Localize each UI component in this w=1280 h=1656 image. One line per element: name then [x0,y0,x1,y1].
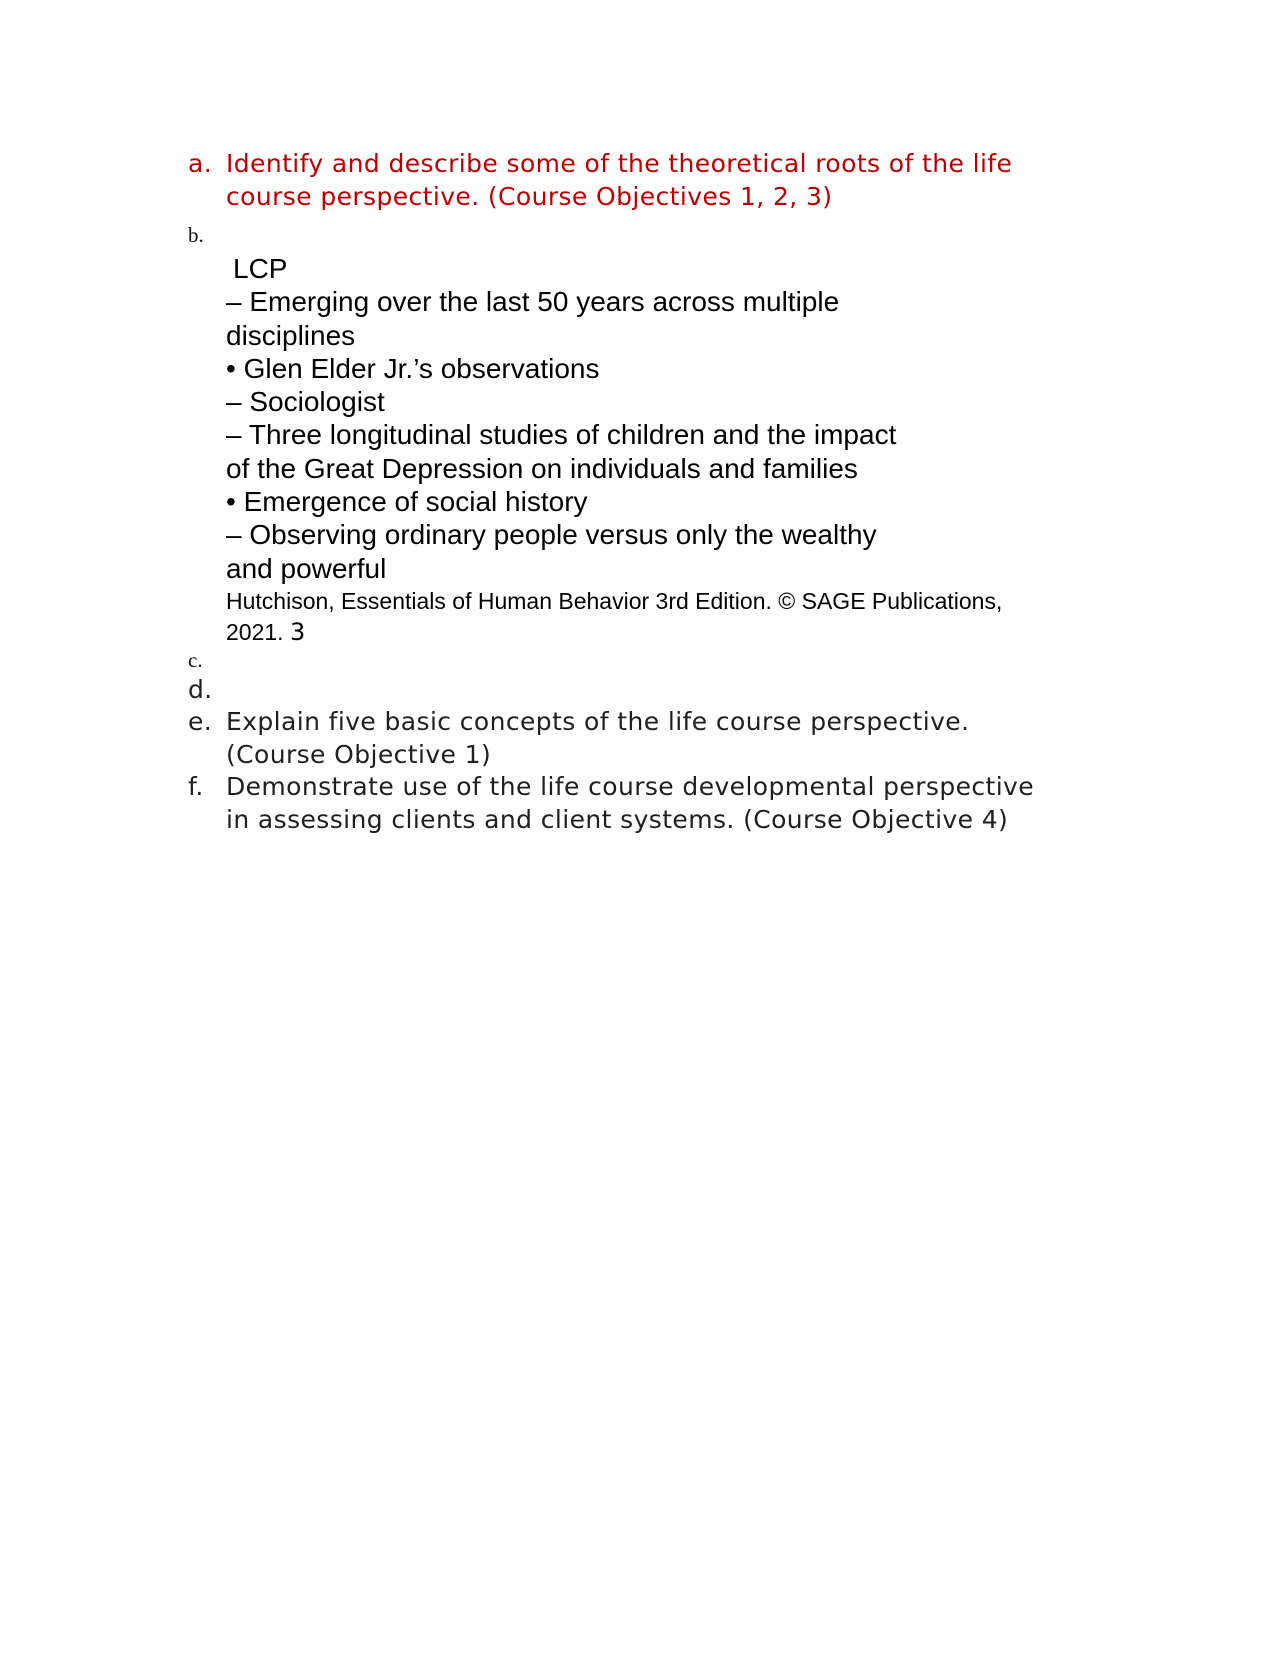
citation-line-2 [226,617,1126,648]
list-marker-d: d. [188,675,213,704]
list-item-a-line-2: course perspective. (Course Objectives 1, 2, 3) [226,182,833,211]
slide-line: • Glen Elder Jr.’s observations [226,352,600,384]
list-marker-c: c. [188,648,203,672]
citation-year: 2021. [226,618,284,645]
slide-line: • Emergence of social history [226,486,588,518]
list-item-f-line-2: in assessing clients and client systems. (Course Objective 4) [226,805,1009,834]
slide-line: disciplines [226,319,356,351]
slide-line: – Emerging over the last 50 years across multiple [226,286,840,318]
list-item-f-line-1: Demonstrate use of the life course developmental perspective [226,772,1035,801]
slide-page-number: 3 [289,617,306,646]
slide-citation [226,586,1126,648]
list-item-e-line-2: (Course Objective 1) [226,740,492,769]
list-item-f-text [226,770,1126,836]
list-item-a-text [226,147,1126,213]
list-item-e-line-1: Explain five basic concepts of the life course perspective. [226,707,970,736]
slide-line: – Observing ordinary people versus only the wealthy [226,519,877,551]
slide-title: LCP [233,253,288,284]
list-marker-a: a. [188,149,213,178]
list-item-a-line-1: Identify and describe some of the theoretical roots of the life [226,149,1013,178]
list-marker-e: e. [188,707,213,736]
slide-line: of the Great Depression on individuals and families [226,452,858,484]
list-item-e-text [226,705,1126,771]
citation-line-1: Hutchison, Essentials of Human Behavior 3rd Edition. © SAGE Publications, [226,587,1003,614]
slide-line: and powerful [226,552,387,584]
list-marker-b: b. [188,223,204,247]
list-marker-f: f. [188,772,204,801]
slide-content [226,252,1126,648]
slide-line: – Three longitudinal studies of children and the impact [226,419,897,451]
slide-line: – Sociologist [226,386,385,418]
